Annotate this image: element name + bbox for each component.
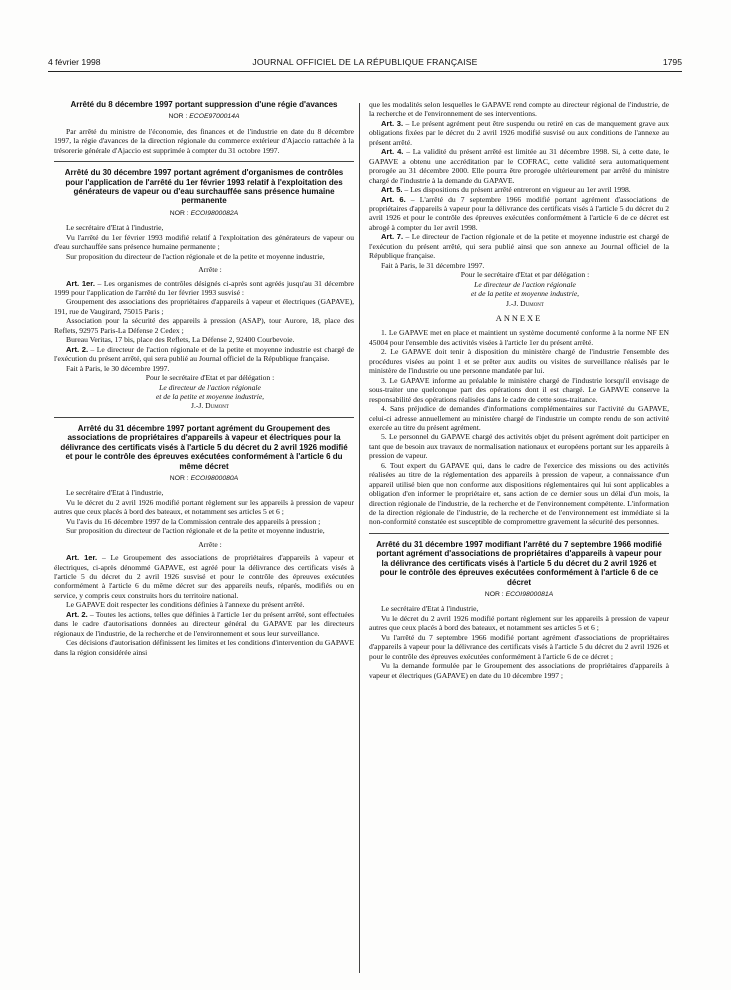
paragraph: Le secrétaire d'Etat à l'industrie, xyxy=(66,488,164,498)
article-label: Art. 1er. xyxy=(66,553,98,563)
paragraph: Le secrétaire d'Etat à l'industrie, xyxy=(381,604,479,614)
paragraph: Vu le décret du 2 avril 1926 modifié portant règlement sur les appareils à pression de vapeur autres que ceux placés à bord des bateaux, et notamment ses articles 5 et 6 ; xyxy=(54,497,354,517)
nor-reference: NOR : ECOI9800082A xyxy=(169,209,239,217)
annexe-item: 5. Le personnel du GAPAVE chargé des activités objet du présent agrément doit participer en tant que de besoin aux travaux de normalisation nationaux et européens portant sur les appareils à pression de vapeur. xyxy=(369,432,669,461)
nor-reference: NOR : ECOE9700014A xyxy=(168,113,240,121)
article-7: Art. 7. – Le directeur de l'action régionale et de la petite et moyenne industrie est chargé de l'exécution du présent arrêté, qui sera publié ainsi que son annexe au Journal officiel de la République française. xyxy=(369,232,669,261)
nor-code: ECOI9800080A xyxy=(190,474,239,482)
paragraph: Vu la demande formulée par le Groupement des associations de propriétaires d'appareils à vapeur et électriques (GAPAVE) en date du 10 décembre 1997 ; xyxy=(369,661,669,680)
article-5: Art. 5. – Les dispositions du présent arrêté entreront en vigueur au 1er avril 1998. xyxy=(381,185,631,195)
article-1: Art. 1er. – Le Groupement des associations de propriétaires d'appareils à vapeur et électriques, ci-après dénommé GAPAVE, est agréé pour la délivrance des certificats visés à l'article 5 du décret du 2 avril 1926 susvisé et pour le contrôle des épreuves exécutées conformément à l'article 6 du même décret sur des appareils neufs, réparés, modifiés ou en service, y compris ceux construits hors du territoire national. xyxy=(54,553,355,600)
header-date: 4 février 1998 xyxy=(48,57,101,67)
article-1: Art. 1er. – Les organismes de contrôles désignés ci-après sont agréés jusqu'au 31 décembre 1999 pour l'application de l'arrêté du 1er février 1993 susvisé : xyxy=(54,278,355,298)
decree-title: Arrêté du 31 décembre 1997 modifiant l'arrêté du 7 septembre 1966 modifié portant agrément d'associations de propriétaires d'appareils à vapeur pour la délivrance des certificats visés à l'article 5 du décret du 2 avril 1926 et pour le contrôle des épreuves exécutées conformément à l'article 6 de ce décret xyxy=(376,539,662,587)
fait-a-paris: Fait à Paris, le 30 décembre 1997. xyxy=(66,363,170,373)
column-separator xyxy=(359,103,360,973)
section-divider xyxy=(369,533,669,534)
decree-agrement-gapave xyxy=(54,424,354,657)
fait-a-paris: Fait à Paris, le 31 décembre 1997. xyxy=(381,260,485,270)
paragraph: Vu l'arrêté du 1er février 1993 modifié relatif à l'exploitation des générateurs de vapeur ou d'eau surchauffée sans présence humaine permanente ; xyxy=(54,232,354,252)
decree-title: Arrêté du 31 décembre 1997 portant agrément du Groupement des associations de propriétaires d'appareils à vapeur et électriques pour la délivrance des certificats visés à l'article 5 du décret du 2 avril 1926 modifié et pour le contrôle des épreuves exécutées conformément à l'article 6 du même décret xyxy=(60,423,348,471)
signature-line: et de la petite et moyenne industrie, xyxy=(155,392,265,401)
paragraph: Le GAPAVE doit respecter les conditions définies à l'annexe du présent arrêté. xyxy=(66,600,305,610)
arrete-heading: Arrête : xyxy=(198,539,222,549)
annexe-item: 3. Le GAPAVE informe au préalable le ministère chargé de l'industrie lorsqu'il envisage de sous-traiter une quelconque part des opérations dont il est chargé. Le GAPAVE conserve la responsabilité des opérations réalisées dans le cadre de cette sous-traitance. xyxy=(369,375,669,404)
article-label: Art. 7. xyxy=(381,232,404,242)
signatory-name: J.-J. Dumont xyxy=(191,401,229,411)
decree-title: Arrêté du 30 décembre 1997 portant agrément d'organismes de contrôles pour l'application de l'arrêté du 1er février 1993 relatif à l'exploitation des générateurs de vapeur ou d'eau surchauffée sans présence humaine permanente xyxy=(64,168,344,206)
article-2: Art. 2. – Toutes les actions, telles que définies à l'article 1er du présent arrêté, sont effectuées dans le cadre d'autorisations données au directeur général du GAPAVE par les directeurs régionaux de l'industrie, de la recherche et de l'environnement et sous leur surveillance. xyxy=(54,609,354,638)
left-column xyxy=(54,100,354,657)
article-2: Art. 2. – Le directeur de l'action régionale et de la petite et moyenne industrie est chargé de l'exécution du présent arrêté, qui sera publié au Journal officiel de la République française. xyxy=(54,344,354,364)
article-label: Art. 2. xyxy=(66,344,89,354)
paragraph: Association pour la sécurité des appareils à pression (ASAP), tour Aurore, 18, place des Reflets, 92975 Paris-La Défense 2 Cedex ; xyxy=(54,316,354,335)
signature-line: Pour le secrétaire d'Etat et par délégation : xyxy=(460,270,590,280)
nor-reference: NOR : ECOI9800080A xyxy=(169,474,239,482)
paragraph: Vu le décret du 2 avril 1926 modifié portant règlement sur les appareils à pression de vapeur autres que ceux placés à bord des bateaux, et notamment ses articles 5 et 6 ; xyxy=(369,613,669,633)
nor-code: ECOI9800082A xyxy=(190,209,239,217)
article-6: Art. 6. – L'arrêté du 7 septembre 1966 modifié portant agrément d'associations de propriétaires d'appareils à vapeur pour la délivrance des certificats visés à l'article 5 du décret du 2 avril 1926 et pour le contrôle des épreuves exécutées conformément à l'article 6 de ce décret est abrogé à compter du 1er avril 1998. xyxy=(369,194,669,232)
paragraph: Ces décisions d'autorisation définissent les limites et les conditions d'intervention du GAPAVE dans la région considérée ainsi xyxy=(54,638,354,657)
article-label: Art. 5. xyxy=(381,185,403,195)
paragraph: Groupement des associations des propriétaires d'appareils à vapeur et électriques (GAPAVE), 191, rue de Vaugirard, 75015 Paris ; xyxy=(54,297,354,316)
article-label: Art. 2. xyxy=(66,609,88,619)
nor-code: ECOE9700014A xyxy=(189,113,240,121)
decree-organismes-controle xyxy=(54,168,354,411)
signature-line: Pour le secrétaire d'Etat et par délégation : xyxy=(145,373,275,383)
section-divider xyxy=(54,161,354,162)
annexe-item: 6. Tout expert du GAPAVE qui, dans le cadre de l'exercice des missions ou des activités réalisées au titre de la réglementation des appareils à pression de vapeur, a connaissance d'un appareil utilisé bien que non conforme aux dispositions réglementaires qui lui sont applicables a obligation d'en informer le propriétaire et, sans action de ce dernier sous un délai d'un mois, la direction régionale de l'industrie, de la recherche et de l'environnement compétente. L'information de la direction régionale de l'industrie, de la recherche et de l'environnement est immédiate si la non-conformité constatée est susceptible de compromettre gravement la sécurité des personnes. xyxy=(369,460,669,527)
article-label: Art. 6. xyxy=(381,194,406,204)
page-header xyxy=(48,57,682,71)
article-3: Art. 3. – Le présent agrément peut être suspendu ou retiré en cas de manquement grave aux obligations fixées par le décret du 2 avril 1926 modifié susvisé ou aux conditions de l'annexe au présent arrêté. xyxy=(369,118,669,147)
signature-line: et de la petite et moyenne industrie, xyxy=(470,289,580,299)
annexe-item: 2. Le GAPAVE doit tenir à disposition du ministère chargé de l'industrie l'ensemble des procédures visées au point 1 et se prêter aux audits ou visites de surveillance réalisés par le ministère de l'industrie ou une personne mandatée par lui. xyxy=(369,347,669,376)
decree-regie-avances xyxy=(54,100,354,155)
right-column xyxy=(369,100,669,680)
paragraph: Vu l'avis du 16 décembre 1997 de la Commission centrale des appareils à pression ; xyxy=(66,516,321,526)
header-rule xyxy=(48,71,682,72)
paragraph: Vu l'arrêté du 7 septembre 1966 modifié portant agrément d'associations de propriétaires d'appareils à vapeur pour la délivrance des certificats visés à l'article 5 du décret du 2 avril 1926 et pour le contrôle des épreuves exécutées conformément à l'article 6 de ce décret ; xyxy=(369,632,669,661)
signatory-name: J.-J. Dumont xyxy=(506,298,544,308)
paragraph: Bureau Veritas, 17 bis, place des Reflets, La Défense 2, 92400 Courbevoie. xyxy=(66,335,295,345)
article-label: Art. 1er. xyxy=(66,278,95,288)
arrete-heading: Arrête : xyxy=(198,265,222,275)
header-page-number: 1795 xyxy=(662,57,682,67)
decree-title: Arrêté du 8 décembre 1997 portant suppression d'une régie d'avances xyxy=(70,100,338,109)
section-divider xyxy=(54,417,354,418)
article-label: Art. 4. xyxy=(381,147,404,157)
article-4: Art. 4. – La validité du présent arrêté est limitée au 31 décembre 1998. Si, à cette date, le GAPAVE a obtenu une accréditation par le COFRAC, cette validité sera automatiquement prorogée au 31 décembre 2000. Elle pourra être prorogée ultérieurement par arrêté du ministre chargé de l'industrie à la demande du GAPAVE. xyxy=(369,147,669,185)
annexe-item: 4. Sans préjudice de demandes d'informations complémentaires sur l'activité du GAPAVE, celui-ci adresse annuellement au ministère chargé de l'industrie un compte rendu de son activité exercée au titre du présent agrément. xyxy=(369,404,669,432)
paragraph-continued: que les modalités selon lesquelles le GAPAVE rend compte au directeur régional de l'industrie, de la recherche et de l'environnement de ses interventions. xyxy=(369,100,669,119)
paragraph: Le secrétaire d'Etat à l'industrie, xyxy=(66,223,164,233)
nor-code: ECOI9800081A xyxy=(505,590,554,598)
paragraph: Sur proposition du directeur de l'action régionale et de la petite et moyenne industrie, xyxy=(66,251,325,261)
decree-modification-1966 xyxy=(369,540,669,680)
header-journal-title: JOURNAL OFFICIEL DE LA RÉPUBLIQUE FRANÇAISE xyxy=(252,57,478,67)
nor-reference: NOR : ECOI9800081A xyxy=(484,590,554,598)
annexe-heading: ANNEXE xyxy=(495,313,543,323)
article-label: Art. 3. xyxy=(381,118,404,128)
paragraph: Sur proposition du directeur de l'action régionale et de la petite et moyenne industrie, xyxy=(66,526,325,536)
signature-line: Le directeur de l'action régionale xyxy=(474,279,576,289)
signature-line: Le directeur de l'action régionale xyxy=(159,382,261,392)
paragraph: Par arrêté du ministre de l'économie, des finances et de l'industrie en date du 8 décembre 1997, la régie d'avances de la direction régionale du commerce extérieur d'Ajaccio rattachée à la trésorerie générale d'Ajaccio est supprimée à compter du 31 octobre 1997. xyxy=(54,126,354,155)
annexe-item: 1. Le GAPAVE met en place et maintient un système documenté conforme à la norme NF EN 45004 pour l'ensemble des activités visées à l'article 1er du présent arrêté. xyxy=(369,328,669,347)
